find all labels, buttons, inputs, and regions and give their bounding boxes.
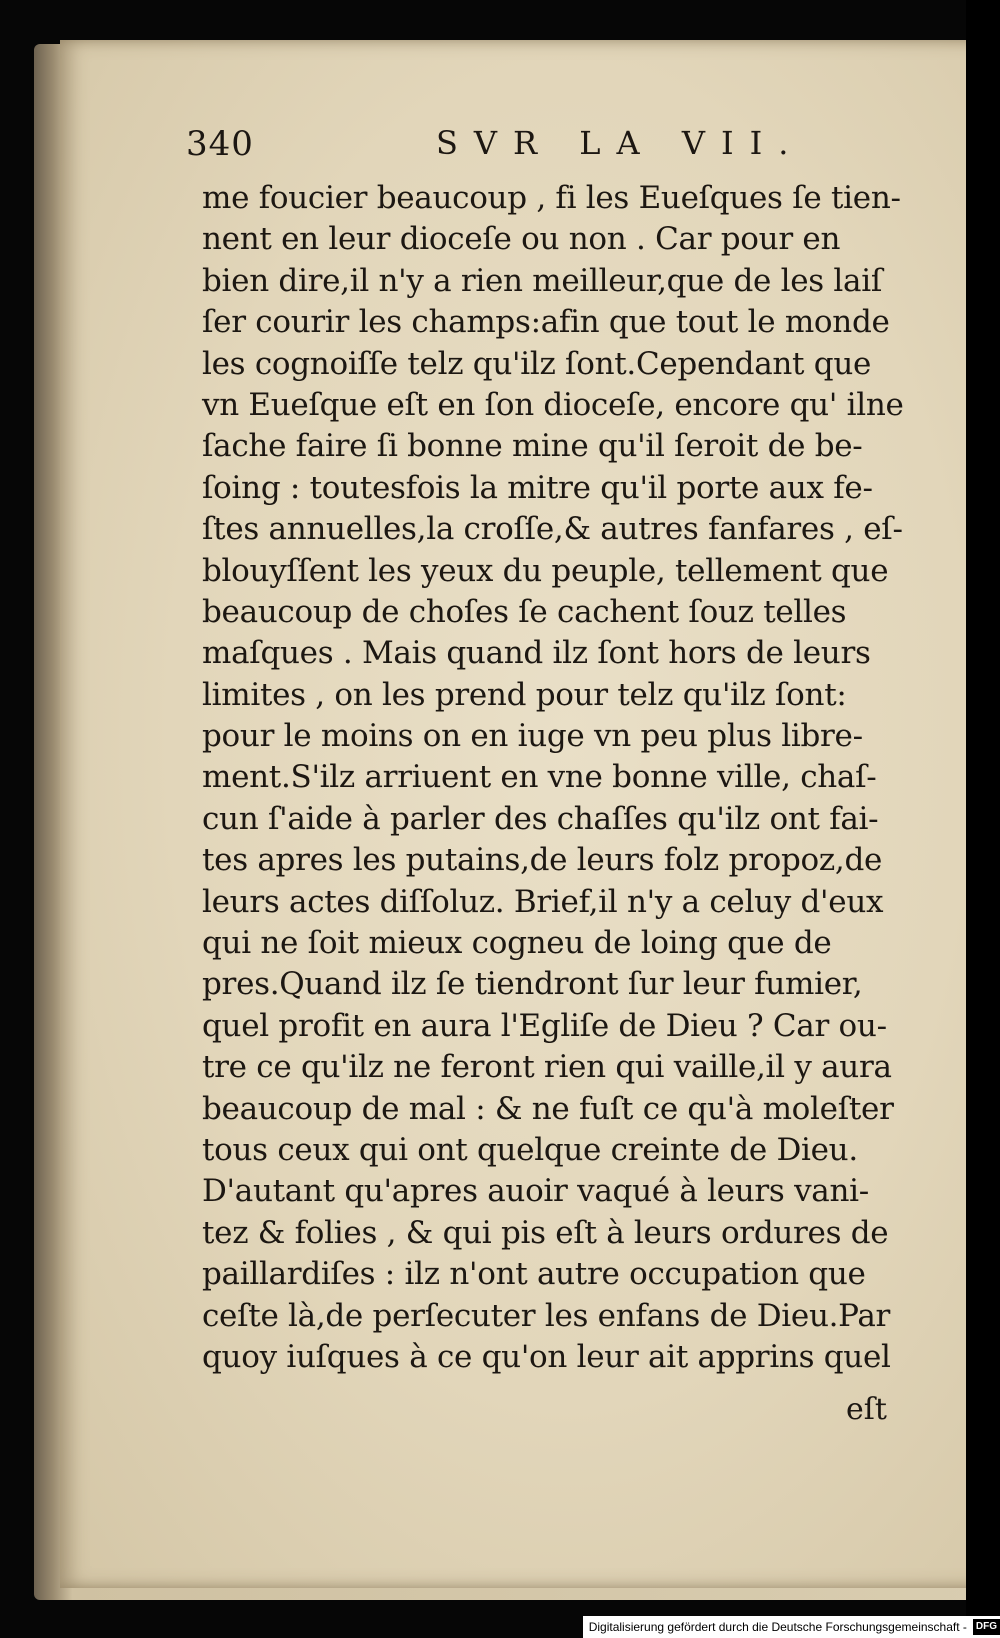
text-line: ment.S'ilz arriuent en vne bonne ville, chaſ- [202, 759, 877, 796]
page-header [186, 124, 906, 172]
running-head: SVR LA VII. [436, 124, 805, 162]
body-text [202, 178, 902, 1378]
catchword: eſt [846, 1392, 887, 1427]
digitization-credit: Digitalisierung gefördert durch die Deutsche Forschungsgemeinschaft - [588, 1620, 967, 1634]
text-line: leurs actes diſſoluz. Brief,il n'y a celuy d'eux [202, 883, 884, 920]
text-line: ceſte là,de perſecuter les enfans de Dieu.Par [202, 1297, 891, 1334]
text-line: pres.Quand ilz ſe tiendront ſur leur fumier, [202, 966, 863, 1003]
text-line: paillardiſes : ilz n'ont autre occupation que [202, 1256, 866, 1293]
page-number: 340 [186, 124, 254, 164]
text-line: bien dire,il n'y a rien meilleur,que de les laiſ [202, 262, 882, 299]
text-line: tous ceux qui ont quelque creinte de Dieu. [202, 1131, 858, 1168]
scan-background-strip [966, 0, 1000, 1638]
text-line: vn Eueſque eſt en ſon dioceſe, encore qu' ilne [202, 386, 904, 423]
text-line: qui ne ſoit mieux cogneu de loing que de [202, 925, 832, 962]
text-line: cun ſ'aide à parler des chaſſes qu'ilz ont fai- [202, 800, 879, 837]
text-line: maſques . Mais quand ilz ſont hors de leurs [202, 635, 871, 672]
text-line: tre ce qu'ilz ne feront rien qui vaille,il y aura [202, 1049, 892, 1086]
text-line: tes apres les putains,de leurs folz propoz,de [202, 842, 883, 879]
text-line: nent en leur dioceſe ou non . Car pour en [202, 221, 841, 258]
text-line: tez & folies , & qui pis eſt à leurs ordures de [202, 1214, 889, 1251]
digitization-credit-bar [583, 1616, 1000, 1638]
text-line: limites , on les prend pour telz qu'ilz ſont: [202, 676, 847, 713]
text-line: quoy iuſques à ce qu'on leur ait apprins quel [202, 1338, 891, 1375]
text-line: beaucoup de mal : & ne fuſt ce qu'à moleſter [202, 1090, 894, 1127]
text-line: ſoing : toutesfois la mitre qu'il porte aux fe- [202, 469, 873, 506]
text-line: les cognoiſſe telz qu'ilz ſont.Cependant que [202, 345, 872, 382]
text-line: beaucoup de choſes ſe cachent ſouz telles [202, 593, 847, 630]
dfg-logo: DFG [973, 1619, 1000, 1635]
text-line: me foucier beaucoup , fi les Eueſques ſe tien- [202, 180, 901, 216]
text-line: pour le moins on en iuge vn peu plus libre- [202, 718, 863, 755]
text-line: blouyſſent les yeux du peuple, tellement que [202, 552, 889, 589]
text-line: quel profit en aura l'Egliſe de Dieu ? Car ou- [202, 1007, 887, 1044]
text-line: ſtes annuelles,la croſſe,& autres fanfares , eſ- [202, 511, 903, 548]
text-line: ſer courir les champs:afin que tout le monde [202, 304, 890, 341]
text-line: ſache faire ſi bonne mine qu'il ſeroit de be- [202, 428, 863, 465]
text-line: D'autant qu'apres auoir vaqué à leurs vani- [202, 1173, 869, 1210]
